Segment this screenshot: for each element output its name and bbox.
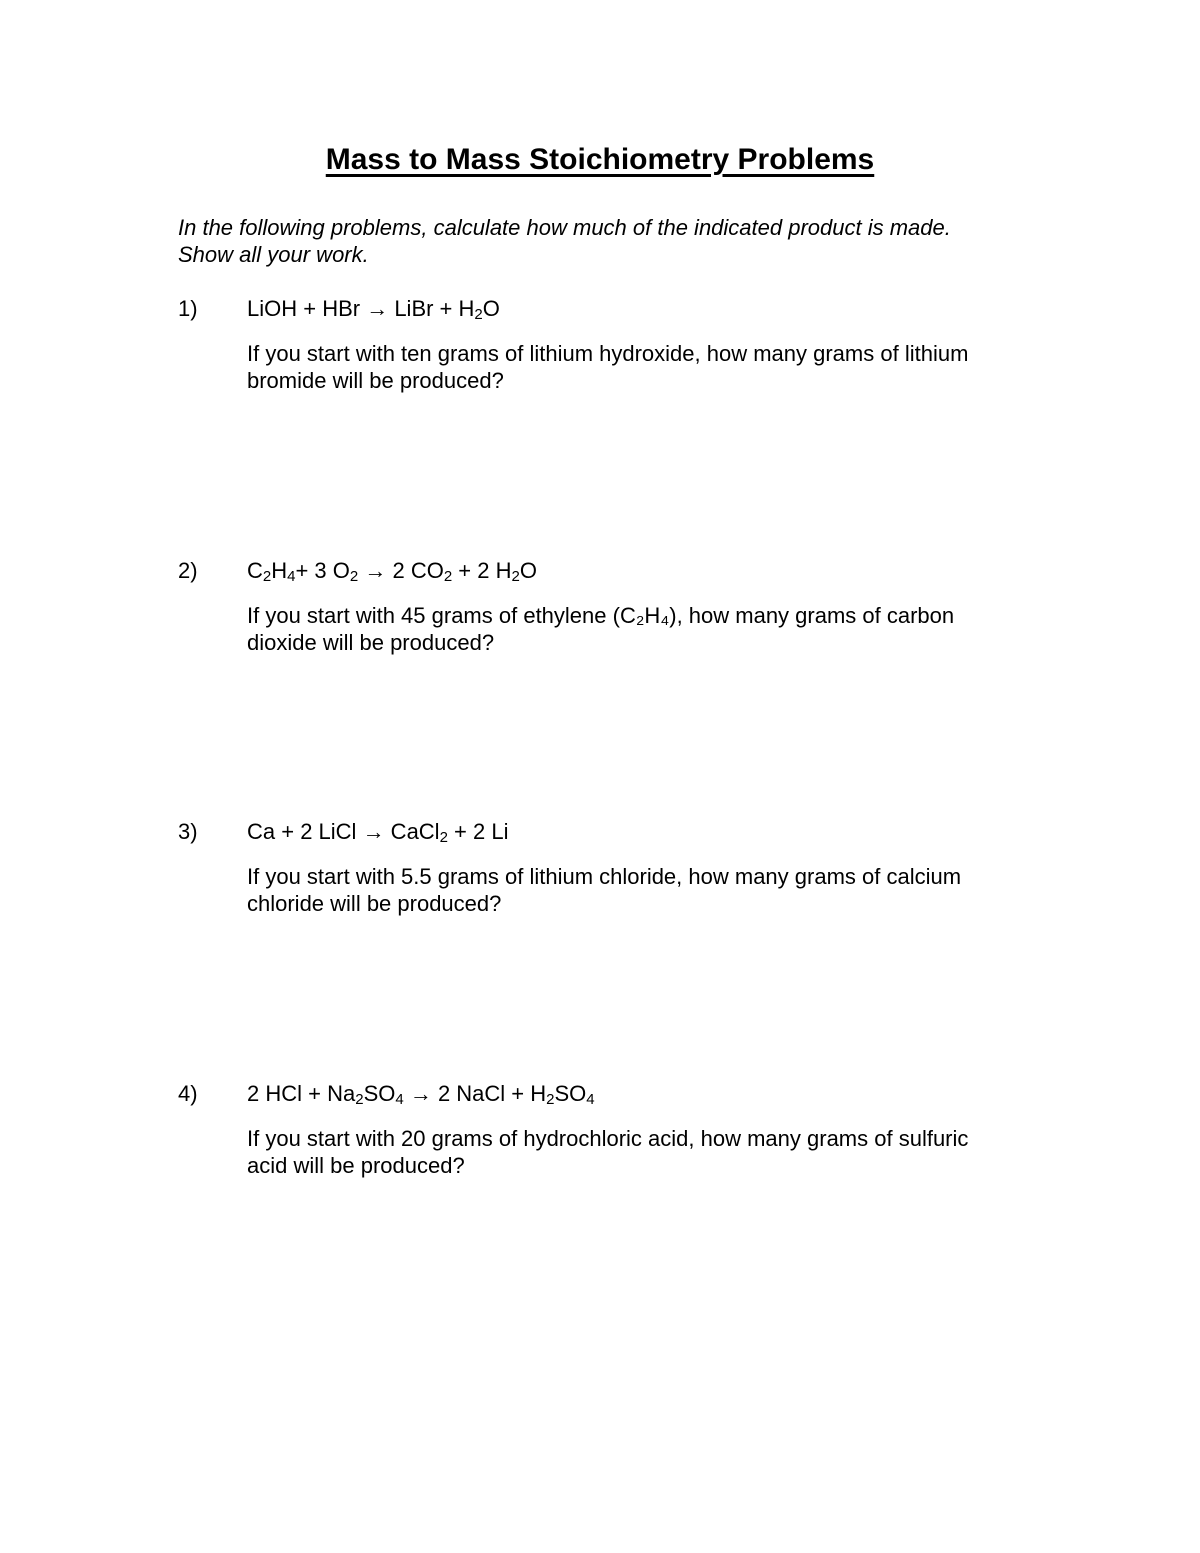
chemical-equation: Ca + 2 LiCl → CaCl$_2$ + 2 Li — [247, 819, 509, 846]
problem-question: If you start with 45 grams of ethylene (C₂H₄), how many grams of carbon dioxide will be produced? — [247, 603, 955, 655]
problem-number: 4) — [178, 1081, 198, 1106]
problem-number: 2) — [178, 558, 198, 583]
instructions-line-1: In the following problems, calculate how much of the indicated product is made. — [178, 215, 951, 240]
chemical-equation: LiOH + HBr → LiBr + $H_2O$ — [247, 296, 500, 323]
problem-question: If you start with ten grams of lithium hydroxide, how many grams of lithium bromide will be produced? — [247, 341, 969, 393]
problem-question: If you start with 5.5 grams of lithium chloride, how many grams of calcium chloride will be produced? — [247, 864, 962, 916]
arrow-icon: → — [409, 1081, 432, 1106]
page-title: Mass to Mass Stoichiometry Problems — [325, 143, 875, 176]
arrow-icon: → — [366, 296, 389, 321]
problem-number: 1) — [178, 296, 198, 321]
instructions-line-2: Show all your work. — [178, 242, 369, 267]
arrow-icon: → — [362, 819, 385, 844]
chemical-equation: 2 HCl + $Na_2SO_4 \to 2$ NaCl + $H_2SO_4$ — [247, 1081, 595, 1108]
chemical-equation: $C_2H_4+ 3$ $O_2 \to 2$ $CO_2 + 2$ $H_2O$ — [247, 558, 537, 585]
problem-number: 3) — [178, 819, 198, 844]
problem-question: If you start with 20 grams of hydrochloric acid, how many grams of sulfuric acid will be produced? — [247, 1126, 969, 1178]
instructions — [178, 214, 1038, 268]
arrow-icon: → — [364, 558, 387, 583]
